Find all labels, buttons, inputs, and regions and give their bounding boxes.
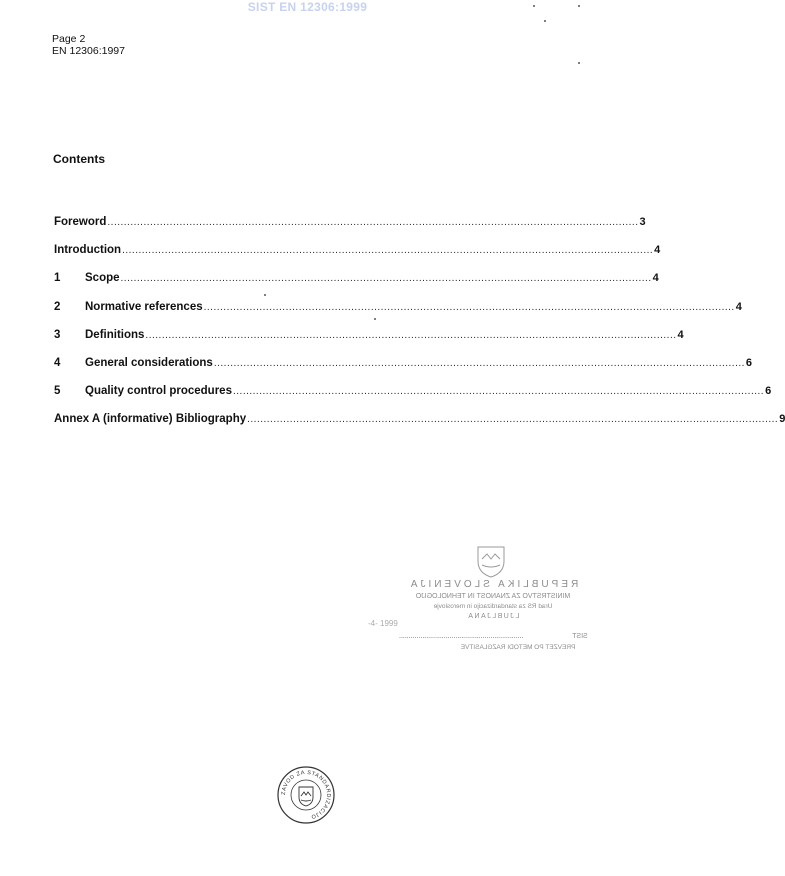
toc-entry-number: 5 — [54, 385, 61, 398]
coat-of-arms-icon — [478, 547, 504, 577]
toc-entry-page: 6 — [765, 385, 772, 398]
toc-entry-quality-control-procedures[interactable] — [54, 385, 772, 413]
toc-leader-dots: .................................................................................................................................................................. — [247, 414, 779, 426]
toc-entry-definitions[interactable] — [54, 328, 684, 357]
institute-seal — [277, 765, 335, 825]
toc-entry-page: 4 — [677, 328, 684, 341]
toc-entry-page: 3 — [639, 216, 646, 228]
ministry-stamp — [368, 543, 588, 655]
toc-entry-page: 6 — [745, 356, 753, 369]
toc-entry-number: 3 — [54, 328, 61, 341]
toc-entry-page: 9 — [779, 413, 785, 426]
stamp-office-text: Urad RS za standardizacijo in meroslovje — [433, 603, 553, 610]
toc-entry-label: Definitions — [85, 328, 145, 341]
contents-heading: Contents — [53, 152, 105, 166]
toc-entry-foreword[interactable] — [54, 216, 646, 244]
toc-entry-annex-a[interactable] — [54, 413, 785, 441]
standard-number: EN 12306:1997 — [52, 45, 125, 57]
toc-leader-dots: .................................................................................................................................................................. — [107, 217, 639, 228]
toc-entry-page: 4 — [654, 244, 661, 257]
table-of-contents — [54, 216, 785, 442]
stamp-ministry-text: MINISTRSTVO ZA ZNANOST IN TEHNOLOGIJO — [415, 593, 571, 600]
toc-entry-number: 1 — [54, 272, 61, 285]
toc-entry-label: General considerations — [85, 356, 213, 369]
toc-entry-label: Introduction — [54, 244, 122, 257]
stamp-adoption-text: PREVZET PO METODI RAZGLASITVE — [460, 644, 576, 651]
toc-entry-label: Foreword — [54, 216, 107, 228]
toc-entry-page: 4 — [735, 300, 742, 313]
stamp-prefix-text: SIST — [572, 633, 588, 640]
toc-entry-label: Annex A (informative) Bibliography — [54, 413, 247, 426]
toc-entry-number: 4 — [54, 356, 61, 369]
toc-leader-dots: .................................................................................................................................................................. — [120, 273, 652, 285]
stamp-date-text: -4- 1999 — [368, 619, 398, 628]
toc-entry-label: Quality control procedures — [85, 385, 232, 398]
seal-ring-text: ZAVOD ZA STANDARDIZACIJO — [280, 769, 332, 820]
toc-entry-scope[interactable] — [54, 272, 659, 300]
stamp-republic-text: REPUBLIKA SLOVENIJA — [407, 579, 579, 590]
toc-leader-dots: .................................................................................................................................................................. — [145, 329, 677, 341]
toc-entry-introduction[interactable] — [54, 244, 661, 272]
toc-entry-page: 4 — [652, 272, 659, 285]
toc-entry-label: Normative references — [85, 300, 203, 313]
document-watermark: SIST EN 12306:1999 — [247, 0, 368, 14]
toc-leader-dots: .................................................................................................................................................................. — [203, 301, 735, 313]
stamp-city-text: LJUBLJANA — [466, 613, 520, 620]
toc-entry-normative-references[interactable] — [54, 300, 742, 329]
stamp-dotted-line: ................................................................ — [399, 633, 524, 640]
toc-entry-general-considerations[interactable] — [54, 356, 753, 385]
page-header — [52, 33, 125, 57]
toc-leader-dots: .................................................................................................................................................................. — [232, 386, 765, 398]
toc-leader-dots: .................................................................................................................................................................. — [122, 245, 654, 257]
toc-entry-number: 2 — [54, 300, 61, 313]
seal-emblem-icon — [299, 787, 313, 806]
toc-entry-label: Scope — [85, 272, 120, 285]
toc-leader-dots: .................................................................................................................................................................. — [213, 357, 745, 369]
page-number: Page 2 — [52, 33, 86, 45]
